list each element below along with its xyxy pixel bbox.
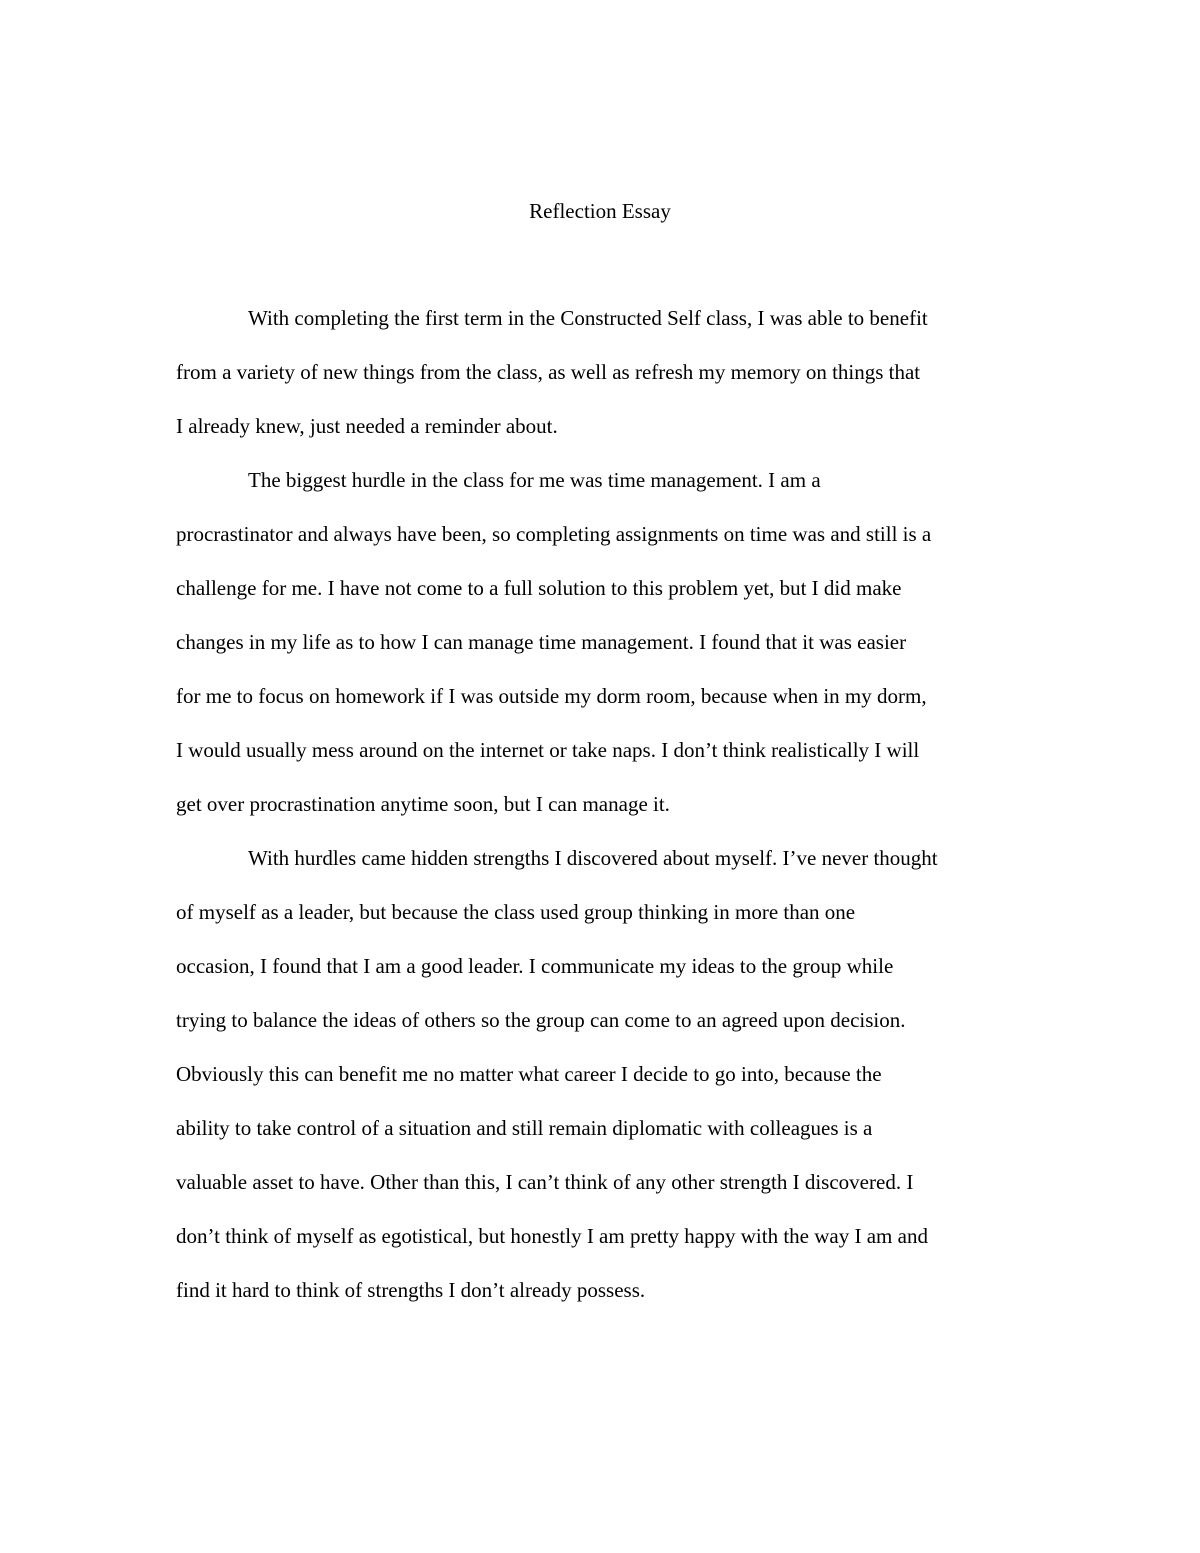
paragraph-line: for me to focus on homework if I was outside my dorm room, because when in my dorm, <box>176 684 927 708</box>
paragraph-line: The biggest hurdle in the class for me was time management. I am a <box>248 468 821 492</box>
paragraph-line: With hurdles came hidden strengths I discovered about myself. I’ve never thought <box>248 846 938 870</box>
paragraph-line: Obviously this can benefit me no matter what career I decide to go into, because the <box>176 1062 882 1086</box>
essay-title: Reflection Essay <box>529 199 671 223</box>
paragraph-line: of myself as a leader, but because the class used group thinking in more than one <box>176 900 856 924</box>
paragraph-line: changes in my life as to how I can manage time management. I found that it was easier <box>176 630 907 654</box>
paragraph-line: I already knew, just needed a reminder about. <box>176 414 558 438</box>
paragraph-line: don’t think of myself as egotistical, but honestly I am pretty happy with the way I am and <box>176 1224 928 1248</box>
paragraph-2 <box>176 453 931 831</box>
paragraph-1 <box>176 291 928 453</box>
paragraph-line: trying to balance the ideas of others so the group can come to an agreed upon decision. <box>176 1008 906 1032</box>
paragraph-line: I would usually mess around on the internet or take naps. I don’t think realistically I will <box>176 738 920 762</box>
paragraph-line: occasion, I found that I am a good leader. I communicate my ideas to the group while <box>176 954 894 978</box>
paragraph-line: With completing the first term in the Constructed Self class, I was able to benefit <box>248 306 928 330</box>
paragraph-line: from a variety of new things from the class, as well as refresh my memory on things that <box>176 360 921 384</box>
paragraph-line: procrastinator and always have been, so completing assignments on time was and still is a <box>176 522 932 546</box>
paragraph-line: get over procrastination anytime soon, but I can manage it. <box>176 792 670 816</box>
paragraph-line: ability to take control of a situation and still remain diplomatic with colleagues is a <box>176 1116 873 1140</box>
paragraph-line: valuable asset to have. Other than this, I can’t think of any other strength I discovered. I <box>176 1170 914 1194</box>
paragraph-line: challenge for me. I have not come to a full solution to this problem yet, but I did make <box>176 576 902 600</box>
paragraph-3 <box>176 831 938 1317</box>
paragraph-line: find it hard to think of strengths I don’t already possess. <box>176 1278 646 1302</box>
